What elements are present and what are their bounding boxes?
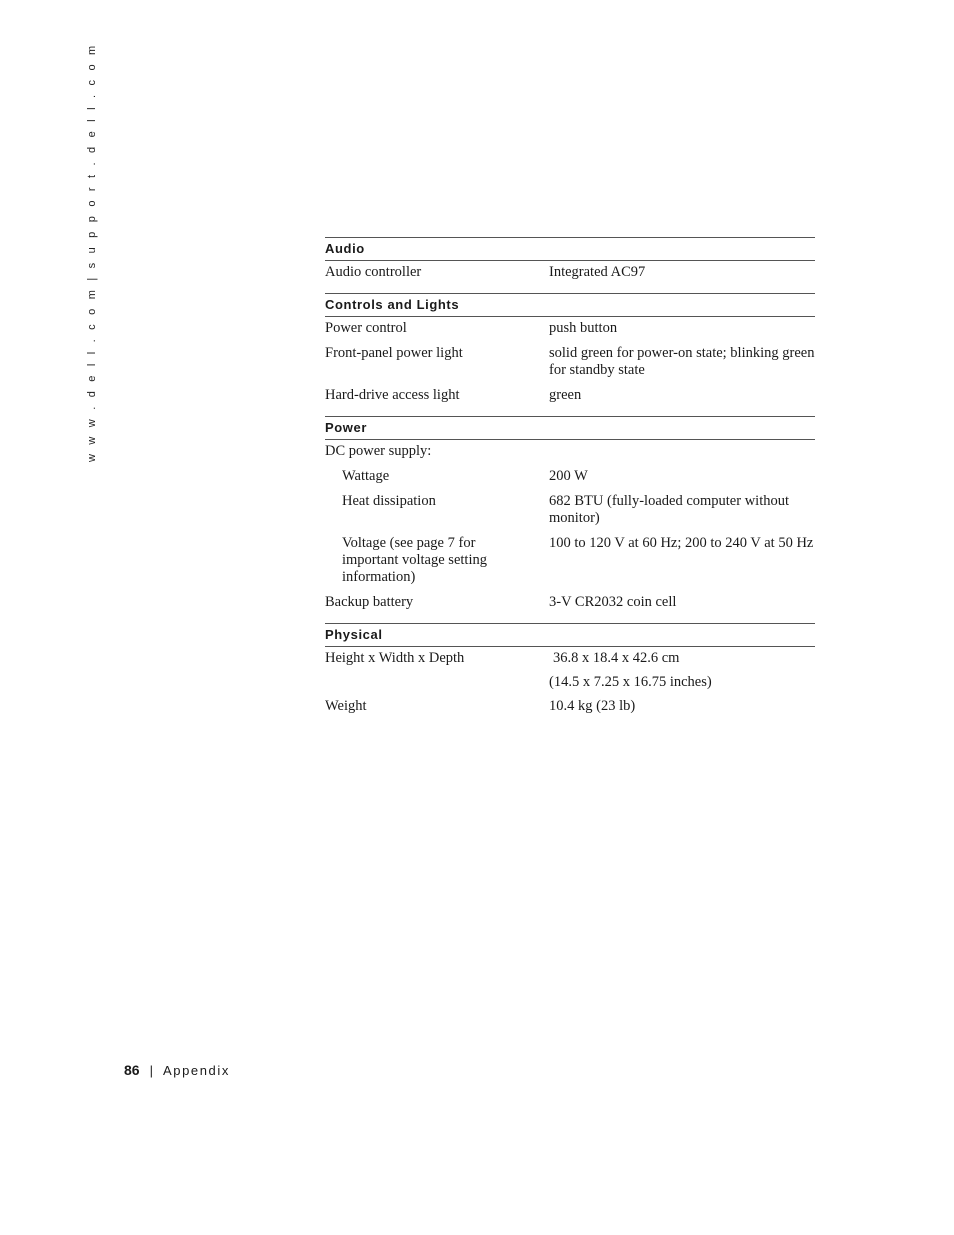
specifications-table <box>325 237 815 727</box>
chapter-title: Appendix <box>162 1063 230 1078</box>
spec-row <box>325 698 815 715</box>
section-physical <box>325 623 815 715</box>
section-audio <box>325 237 815 281</box>
spec-value: Integrated AC97 <box>549 264 646 280</box>
section-heading-physical: Physical <box>325 623 815 647</box>
side-url-text: w w w . d e l l . c o m | s u p p o r t . d e l l . c o m <box>86 42 98 462</box>
spec-row <box>325 264 815 281</box>
spec-value: (14.5 x 7.25 x 16.75 inches) <box>549 674 712 690</box>
spec-label: Backup battery <box>325 594 414 610</box>
section-heading-power: Power <box>325 416 815 440</box>
section-controls-and-lights <box>325 293 815 404</box>
spec-label: Voltage (see page 7 for important voltage setting information) <box>342 535 487 585</box>
spec-value: 200 W <box>549 468 588 484</box>
spec-label: Power control <box>325 320 407 336</box>
page-number: 86 <box>124 1062 140 1078</box>
spec-row <box>325 594 815 611</box>
section-power <box>325 416 815 611</box>
spec-value: push button <box>549 320 618 336</box>
spec-row <box>325 650 815 667</box>
spec-label: DC power supply: <box>325 443 432 459</box>
section-heading-controls: Controls and Lights <box>325 293 815 317</box>
spec-label: Height x Width x Depth <box>325 650 465 666</box>
spec-value: 3-V CR2032 coin cell <box>549 594 677 610</box>
page-footer <box>124 1062 230 1078</box>
spec-label <box>325 674 549 691</box>
spec-label: Heat dissipation <box>342 493 436 509</box>
section-heading-audio: Audio <box>325 237 815 261</box>
spec-value <box>549 443 815 460</box>
spec-row <box>325 443 815 460</box>
spec-label: Hard-drive access light <box>325 387 460 403</box>
spec-value: 36.8 x 18.4 x 42.6 cm <box>553 650 680 666</box>
spec-value: solid green for power-on state; blinking green for standby state <box>549 345 815 378</box>
spec-row <box>325 674 815 691</box>
spec-value: 10.4 kg (23 lb) <box>549 698 636 714</box>
spec-value: green <box>549 387 582 403</box>
spec-row <box>325 535 815 586</box>
spec-label: Weight <box>325 698 367 714</box>
spec-row <box>325 320 815 337</box>
spec-row <box>325 468 815 485</box>
spec-label: Audio controller <box>325 264 422 280</box>
spec-row <box>325 345 815 379</box>
spec-value: 682 BTU (fully-loaded computer without monitor) <box>549 493 790 526</box>
spec-label: Front-panel power light <box>325 345 463 361</box>
spec-row <box>325 493 815 527</box>
spec-value: 100 to 120 V at 60 Hz; 200 to 240 V at 50 Hz <box>549 535 814 551</box>
spec-row <box>325 387 815 404</box>
footer-separator: | <box>149 1063 153 1078</box>
spec-label: Wattage <box>342 468 390 484</box>
